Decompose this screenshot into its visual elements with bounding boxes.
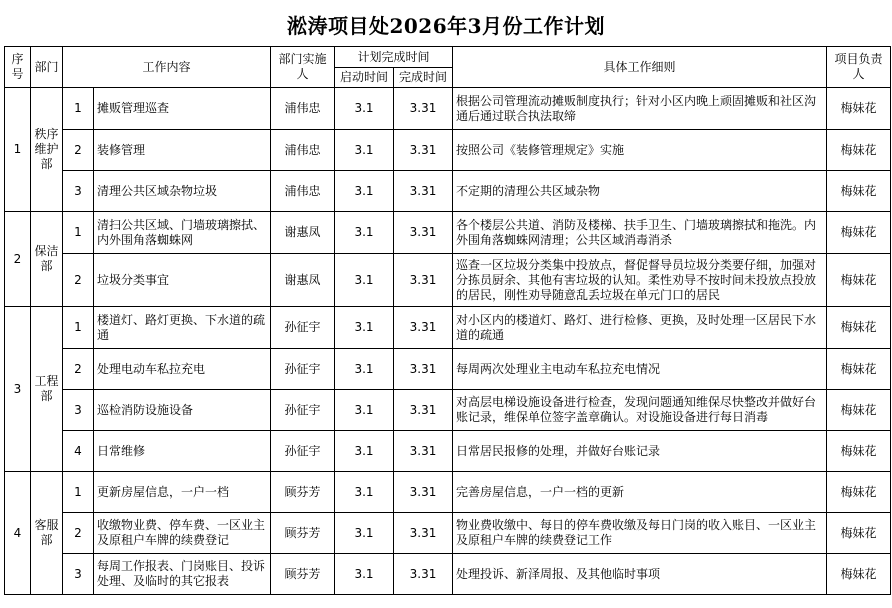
row-leader: 梅妹花	[827, 472, 891, 513]
row-person: 谢惠凤	[271, 254, 335, 307]
header-leader: 项目负责人	[827, 47, 891, 88]
row-end: 3.31	[394, 212, 453, 254]
row-content: 每周工作报表、门岗账目、投诉处理、及临时的其它报表	[94, 554, 271, 595]
row-leader: 梅妹花	[827, 130, 891, 171]
table-row	[5, 254, 891, 307]
row-start: 3.1	[335, 212, 394, 254]
header-plan-time: 计划完成时间	[335, 47, 453, 68]
row-no: 1	[63, 307, 94, 349]
row-leader: 梅妹花	[827, 390, 891, 431]
header-seq: 序号	[5, 47, 31, 88]
row-end: 3.31	[394, 130, 453, 171]
row-detail: 根据公司管理流动摊贩制度执行；针对小区内晚上顽固摊贩和社区沟通后通过联合执法取缔	[453, 88, 827, 130]
row-no: 3	[63, 171, 94, 212]
row-person: 孙征宇	[271, 390, 335, 431]
row-leader: 梅妹花	[827, 88, 891, 130]
row-end: 3.31	[394, 554, 453, 595]
row-no: 2	[63, 254, 94, 307]
row-end: 3.31	[394, 390, 453, 431]
header-finish-time: 完成时间	[394, 68, 453, 88]
row-no: 2	[63, 130, 94, 171]
table-row	[5, 349, 891, 390]
row-leader: 梅妹花	[827, 431, 891, 472]
row-person: 浦伟忠	[271, 88, 335, 130]
row-start: 3.1	[335, 307, 394, 349]
row-person: 顾芬芳	[271, 554, 335, 595]
row-leader: 梅妹花	[827, 554, 891, 595]
row-no: 3	[63, 554, 94, 595]
row-start: 3.1	[335, 349, 394, 390]
row-detail: 对高层电梯设施设备进行检查，发现问题通知维保尽快整改并做好台账记录，维保单位签字盖章确认。对设施设备进行每日消毒	[453, 390, 827, 431]
row-end: 3.31	[394, 307, 453, 349]
row-person: 谢惠凤	[271, 212, 335, 254]
row-leader: 梅妹花	[827, 212, 891, 254]
row-detail: 日常居民报修的处理，并做好台账记录	[453, 431, 827, 472]
row-leader: 梅妹花	[827, 513, 891, 554]
row-end: 3.31	[394, 254, 453, 307]
row-leader: 梅妹花	[827, 349, 891, 390]
row-content: 摊贩管理巡查	[94, 88, 271, 130]
row-start: 3.1	[335, 554, 394, 595]
group-seq: 1	[5, 88, 31, 212]
row-detail: 各个楼层公共道、消防及楼梯、扶手卫生、门墙玻璃擦拭和拖洗。内外围角落蜘蛛网清理；公共区域消毒消杀	[453, 212, 827, 254]
row-leader: 梅妹花	[827, 307, 891, 349]
row-no: 1	[63, 212, 94, 254]
row-detail: 完善房屋信息，一户一档的更新	[453, 472, 827, 513]
table-row	[5, 212, 891, 254]
row-start: 3.1	[335, 171, 394, 212]
row-no: 3	[63, 390, 94, 431]
table-row	[5, 171, 891, 212]
row-end: 3.31	[394, 88, 453, 130]
row-start: 3.1	[335, 472, 394, 513]
header-implementer: 部门实施人	[271, 47, 335, 88]
row-content: 清扫公共区域、门墙玻璃擦拭、内外围角落蜘蛛网	[94, 212, 271, 254]
row-content: 装修管理	[94, 130, 271, 171]
row-start: 3.1	[335, 390, 394, 431]
group-seq: 4	[5, 472, 31, 595]
row-no: 4	[63, 431, 94, 472]
row-content: 处理电动车私拉充电	[94, 349, 271, 390]
row-person: 浦伟忠	[271, 171, 335, 212]
row-detail: 不定期的清理公共区域杂物	[453, 171, 827, 212]
table-row	[5, 88, 891, 130]
row-detail: 处理投诉、新泽周报、及其他临时事项	[453, 554, 827, 595]
row-person: 顾芬芳	[271, 513, 335, 554]
group-seq: 2	[5, 212, 31, 307]
row-end: 3.31	[394, 472, 453, 513]
row-content: 巡检消防设施设备	[94, 390, 271, 431]
work-plan-table	[4, 46, 891, 595]
table-row	[5, 472, 891, 513]
row-content: 日常维修	[94, 431, 271, 472]
row-end: 3.31	[394, 431, 453, 472]
row-end: 3.31	[394, 349, 453, 390]
plan-body	[5, 88, 891, 595]
row-person: 浦伟忠	[271, 130, 335, 171]
row-detail: 对小区内的楼道灯、路灯、进行检修、更换，及时处理一区居民下水道的疏通	[453, 307, 827, 349]
table-row	[5, 130, 891, 171]
row-start: 3.1	[335, 254, 394, 307]
row-start: 3.1	[335, 130, 394, 171]
row-start: 3.1	[335, 88, 394, 130]
row-detail: 物业费收缴中、每日的停车费收缴及每日门岗的收入账目、一区业主及原租户车牌的续费登记工作	[453, 513, 827, 554]
table-row	[5, 431, 891, 472]
row-content: 楼道灯、路灯更换、下水道的疏通	[94, 307, 271, 349]
header-start-time: 启动时间	[335, 68, 394, 88]
row-end: 3.31	[394, 171, 453, 212]
row-detail: 巡查一区垃圾分类集中投放点，督促督导员垃圾分类要仔细，加强对分拣员厨余、其他有害垃圾的认知。柔性劝导不按时间未投放点投放的居民，刚性劝导随意乱丢垃圾在单元门口的居民	[453, 254, 827, 307]
row-person: 顾芬芳	[271, 472, 335, 513]
row-detail: 按照公司《装修管理规定》实施	[453, 130, 827, 171]
row-no: 1	[63, 88, 94, 130]
table-row	[5, 307, 891, 349]
row-person: 孙征宇	[271, 431, 335, 472]
group-dept: 工程部	[31, 307, 63, 472]
row-end: 3.31	[394, 513, 453, 554]
row-content: 垃圾分类事宜	[94, 254, 271, 307]
table-row	[5, 390, 891, 431]
header-detail: 具体工作细则	[453, 47, 827, 88]
table-row	[5, 513, 891, 554]
header-content: 工作内容	[63, 47, 271, 88]
row-start: 3.1	[335, 431, 394, 472]
group-dept: 保洁部	[31, 212, 63, 307]
row-detail: 每周两次处理业主电动车私拉充电情况	[453, 349, 827, 390]
header-dept: 部门	[31, 47, 63, 88]
group-dept: 秩序维护部	[31, 88, 63, 212]
row-start: 3.1	[335, 513, 394, 554]
row-person: 孙征宇	[271, 307, 335, 349]
row-leader: 梅妹花	[827, 171, 891, 212]
table-row	[5, 554, 891, 595]
page-title: 淞涛项目处2026年3月份工作计划	[286, 14, 606, 38]
row-leader: 梅妹花	[827, 254, 891, 307]
row-content: 更新房屋信息，一户一档	[94, 472, 271, 513]
row-no: 2	[63, 349, 94, 390]
row-person: 孙征宇	[271, 349, 335, 390]
row-no: 1	[63, 472, 94, 513]
group-dept: 客服部	[31, 472, 63, 595]
row-content: 清理公共区域杂物垃圾	[94, 171, 271, 212]
row-content: 收缴物业费、停车费、一区业主及原租户车牌的续费登记	[94, 513, 271, 554]
row-no: 2	[63, 513, 94, 554]
group-seq: 3	[5, 307, 31, 472]
